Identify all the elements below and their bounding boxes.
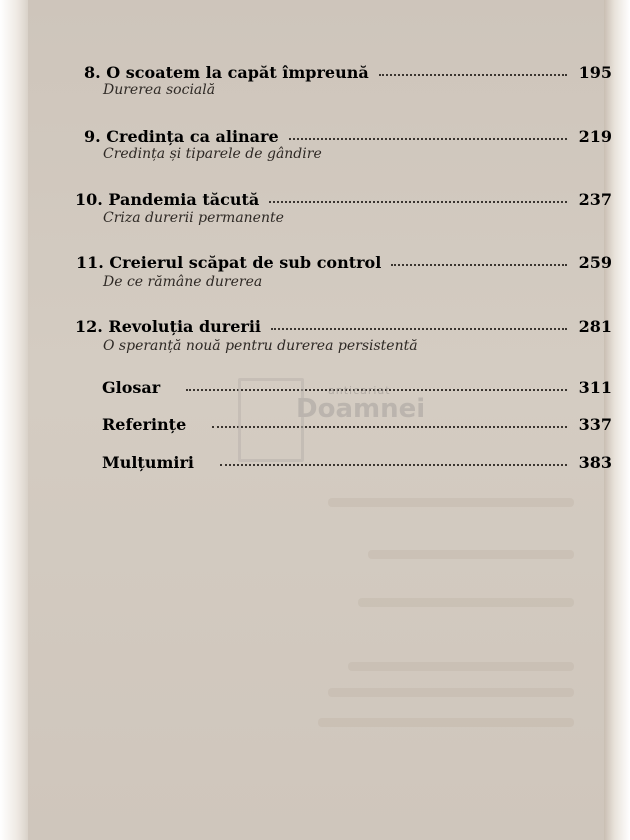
chapter-title: 9. Credința ca alinare [84,127,279,146]
show-through-line [328,688,574,697]
chapter-title: 10. Pandemia tăcută [75,190,260,209]
chapter-subtitle: Criza durerii permanente [103,210,284,226]
watermark-logo [238,378,428,458]
page-number: 219 [578,127,612,146]
dot-leader [391,264,566,266]
section-title: Glosar [102,378,161,397]
dot-leader [220,464,567,466]
book-page [28,0,612,840]
page-gutter-left [0,0,28,840]
dot-leader [289,138,567,140]
toc-entry-chapter-8[interactable] [84,58,612,82]
chapter-title: 12. Revoluția durerii [75,317,261,336]
show-through-line [358,598,574,607]
section-title: Referințe [102,415,187,434]
show-through-line [318,718,574,727]
show-through-line [348,662,574,671]
watermark-line-2: Doamnei [296,394,426,424]
watermark-line-1: anticariat [328,384,391,397]
page-number: 311 [578,378,612,397]
page-number: 383 [578,453,612,472]
section-title: Mulțumiri [102,453,194,472]
toc-entry-chapter-12[interactable] [75,312,612,336]
page-number: 337 [578,415,612,434]
page-number: 195 [578,63,612,82]
chapter-subtitle: Durerea socială [103,82,216,98]
page-number: 259 [578,253,612,272]
chapter-subtitle: De ce rămâne durerea [103,274,263,290]
show-through-line [368,550,574,559]
chapter-subtitle: O speranță nouă pentru durerea persistentă [103,338,418,354]
dot-leader [269,201,566,203]
dot-leader [379,74,567,76]
show-through-line [328,498,574,507]
toc-entry-chapter-9[interactable] [84,122,612,146]
toc-entry-chapter-10[interactable] [75,185,612,209]
chapter-title: 11. Creierul scăpat de sub control [76,253,382,272]
dot-leader [271,328,567,330]
page-number: 281 [578,317,612,336]
page-number: 237 [578,190,612,209]
chapter-subtitle: Credința și tiparele de gândire [103,146,322,162]
chapter-title: 8. O scoatem la capăt împreună [84,63,369,82]
book-stack-icon [238,378,304,462]
toc-entry-chapter-11[interactable] [76,248,612,272]
